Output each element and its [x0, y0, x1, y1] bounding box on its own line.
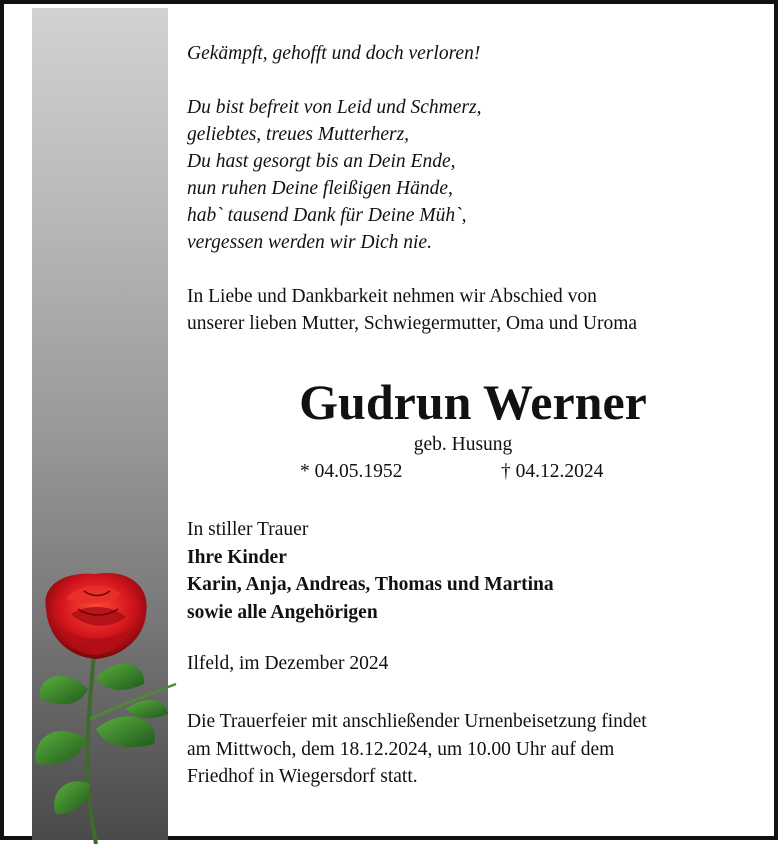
mourners-intro: In stiller Trauer	[187, 519, 309, 540]
poem-line: Gekämpft, gehofft und doch verloren!	[187, 43, 481, 64]
poem-line: vergessen werden wir Dich nie.	[187, 232, 432, 253]
mourners-children: Ihre Kinder	[187, 546, 287, 568]
poem-and-intro	[187, 40, 767, 337]
mourners-names: Karin, Anja, Andreas, Thomas und Martina	[187, 574, 554, 595]
mourners-block	[187, 516, 554, 626]
funeral-line: am Mittwoch, dem 18.12.2024, um 10.00 Uhr auf dem	[187, 738, 615, 760]
maiden-name: geb. Husung	[413, 434, 513, 455]
poem-line: Du bist befreit von Leid und Schmerz,	[187, 97, 482, 118]
place-and-date: Ilfeld, im Dezember 2024	[187, 653, 389, 674]
deceased-name: Gudrun Werner	[299, 374, 647, 430]
poem	[187, 40, 767, 256]
intro-text	[187, 283, 767, 337]
funeral-line: Die Trauerfeier mit anschließender Urnenbeisetzung findet	[187, 711, 647, 732]
intro-line: In Liebe und Dankbarkeit nehmen wir Abschied von	[187, 286, 597, 307]
funeral-line: Friedhof in Wiegersdorf statt.	[187, 766, 418, 787]
death-date: † 04.12.2024	[501, 461, 604, 482]
poem-line: nun ruhen Deine fleißigen Hände,	[187, 178, 453, 199]
poem-line: hab` tausend Dank für Deine Müh`,	[187, 205, 467, 226]
birth-date: * 04.05.1952	[300, 461, 403, 482]
red-rose-icon	[26, 569, 186, 844]
poem-line: Du hast gesorgt bis an Dein Ende,	[187, 151, 456, 172]
mourners-relatives: sowie alle Angehörigen	[187, 601, 378, 623]
poem-line: geliebtes, treues Mutterherz,	[187, 124, 410, 145]
intro-line: unserer lieben Mutter, Schwiegermutter, Oma und Uroma	[187, 313, 638, 334]
funeral-notice	[187, 708, 647, 791]
